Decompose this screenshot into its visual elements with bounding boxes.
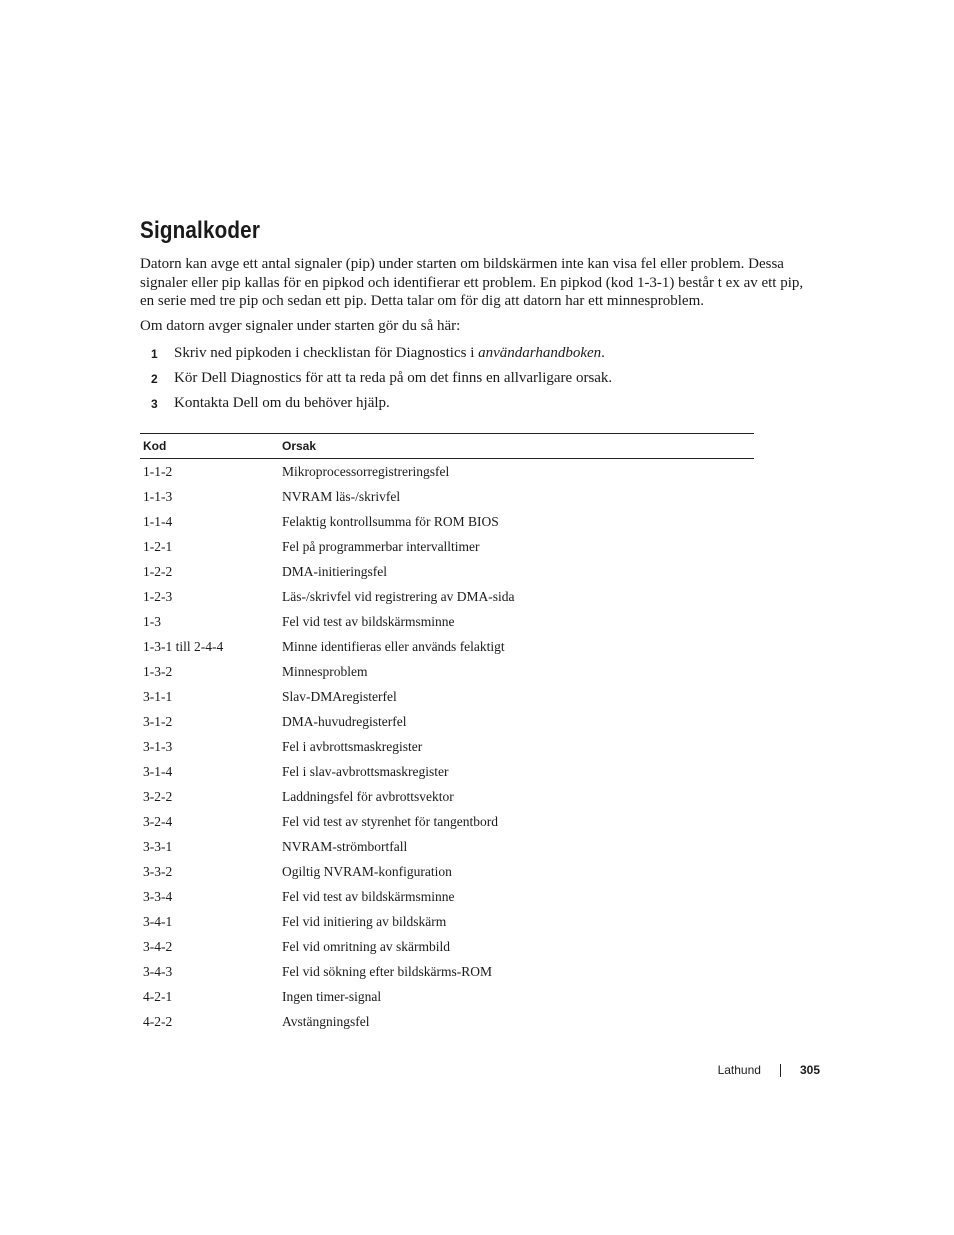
table-row bbox=[140, 609, 754, 634]
page-footer bbox=[718, 1060, 820, 1080]
cell-cause: Laddningsfel för avbrottsvektor bbox=[282, 788, 454, 804]
table-row bbox=[140, 959, 754, 984]
cell-cause: Mikroprocessorregistreringsfel bbox=[282, 463, 450, 479]
step-item bbox=[140, 391, 612, 416]
step-item bbox=[140, 341, 612, 366]
cell-code: 3-1-4 bbox=[143, 763, 173, 779]
steps-lead: Om datorn avger signaler under starten gör du så här: bbox=[140, 318, 461, 334]
step-text: Kontakta Dell om du behöver hjälp. bbox=[174, 395, 390, 411]
cell-cause: Felaktig kontrollsumma för ROM BIOS bbox=[282, 513, 499, 529]
table-row bbox=[140, 784, 754, 809]
cell-code: 3-3-4 bbox=[143, 888, 173, 904]
cell-cause: Fel vid test av bildskärmsminne bbox=[282, 613, 455, 629]
table-row bbox=[140, 684, 754, 709]
cell-cause: NVRAM-strömbortfall bbox=[282, 838, 408, 854]
cell-cause: Minne identifieras eller används felaktigt bbox=[282, 638, 505, 654]
cell-code: 1-3-2 bbox=[143, 663, 173, 679]
table-row bbox=[140, 984, 754, 1009]
step-number: 1 bbox=[151, 346, 158, 361]
cell-code: 4-2-2 bbox=[143, 1013, 173, 1029]
cell-code: 1-3-1 till 2-4-4 bbox=[143, 638, 224, 654]
cell-code: 3-1-2 bbox=[143, 713, 173, 729]
cell-cause: Fel vid test av bildskärmsminne bbox=[282, 888, 455, 904]
cell-cause: Ingen timer-signal bbox=[282, 988, 382, 1004]
footer-section: Lathund bbox=[717, 1063, 761, 1077]
step-number: 3 bbox=[151, 396, 158, 411]
cell-cause: Avstängningsfel bbox=[282, 1013, 370, 1029]
table-row bbox=[140, 1009, 754, 1034]
cell-code: 1-2-1 bbox=[143, 538, 173, 554]
cell-cause: Fel vid omritning av skärmbild bbox=[282, 938, 450, 954]
intro-paragraph: Datorn kan avge ett antal signaler (pip) under starten om bildskärmen inte kan visa fel eller problem. Dessa signaler eller pip kallas för en pipkod och identifierar ett problem. En pipkod (kod 1-3-1) består t ex av ett pip, en serie med tre pip och sedan ett pip. Detta talar om för dig att datorn har ett minnesproblem. bbox=[140, 256, 804, 309]
cell-cause: Läs-/skrivfel vid registrering av DMA-sida bbox=[282, 588, 515, 604]
steps-list bbox=[140, 341, 612, 416]
cell-code: 1-3 bbox=[143, 613, 161, 629]
cell-code: 3-4-1 bbox=[143, 913, 173, 929]
cell-cause: Slav-DMAregisterfel bbox=[282, 688, 397, 704]
table-row bbox=[140, 709, 754, 734]
table-row bbox=[140, 459, 754, 484]
cell-cause: Minnesproblem bbox=[282, 663, 368, 679]
cell-code: 3-4-3 bbox=[143, 963, 173, 979]
header-code: Kod bbox=[143, 439, 167, 453]
cell-code: 3-4-2 bbox=[143, 938, 173, 954]
table-row bbox=[140, 759, 754, 784]
cell-code: 3-2-2 bbox=[143, 788, 173, 804]
beep-code-table bbox=[140, 433, 754, 1034]
cell-cause: Fel vid initiering av bildskärm bbox=[282, 913, 447, 929]
table-row bbox=[140, 534, 754, 559]
cell-code: 3-3-2 bbox=[143, 863, 173, 879]
cell-code: 3-1-1 bbox=[143, 688, 173, 704]
cell-cause: Fel vid test av styrenhet för tangentbord bbox=[282, 813, 498, 829]
table-row bbox=[140, 934, 754, 959]
cell-code: 1-2-3 bbox=[143, 588, 173, 604]
step-item bbox=[140, 366, 612, 391]
table-row bbox=[140, 634, 754, 659]
footer-divider bbox=[780, 1064, 781, 1077]
cell-cause: Fel i slav-avbrottsmaskregister bbox=[282, 763, 449, 779]
cell-cause: NVRAM läs-/skrivfel bbox=[282, 488, 401, 504]
table-row bbox=[140, 834, 754, 859]
table-row bbox=[140, 484, 754, 509]
cell-code: 3-1-3 bbox=[143, 738, 173, 754]
cell-code: 3-3-1 bbox=[143, 838, 173, 854]
table-row bbox=[140, 809, 754, 834]
page-number: 305 bbox=[799, 1063, 820, 1077]
table-row bbox=[140, 909, 754, 934]
cell-code: 4-2-1 bbox=[143, 988, 173, 1004]
cell-code: 1-1-3 bbox=[143, 488, 173, 504]
cell-code: 1-1-2 bbox=[143, 463, 173, 479]
cell-cause: Fel på programmerbar intervalltimer bbox=[282, 538, 480, 554]
cell-cause: DMA-initieringsfel bbox=[282, 563, 387, 579]
cell-code: 1-2-2 bbox=[143, 563, 173, 579]
table-row bbox=[140, 884, 754, 909]
cell-cause: Ogiltig NVRAM-konfiguration bbox=[282, 863, 452, 879]
cell-cause: Fel vid sökning efter bildskärms-ROM bbox=[282, 963, 492, 979]
cell-code: 1-1-4 bbox=[143, 513, 173, 529]
table-row bbox=[140, 734, 754, 759]
table-row bbox=[140, 559, 754, 584]
table-row bbox=[140, 659, 754, 684]
cell-cause: Fel i avbrottsmaskregister bbox=[282, 738, 423, 754]
cell-code: 3-2-4 bbox=[143, 813, 173, 829]
table-body bbox=[140, 459, 754, 1034]
cell-cause: DMA-huvudregisterfel bbox=[282, 713, 407, 729]
step-number: 2 bbox=[151, 371, 158, 386]
table-row bbox=[140, 509, 754, 534]
step-emphasis: användarhandboken bbox=[478, 345, 602, 361]
step-text: Kör Dell Diagnostics för att ta reda på om det finns en allvarligare orsak. bbox=[174, 370, 613, 386]
table-row bbox=[140, 584, 754, 609]
step-text: Skriv ned pipkoden i checklistan för Diagnostics i användarhandboken. bbox=[174, 345, 605, 361]
table-header bbox=[140, 434, 754, 459]
table-row bbox=[140, 859, 754, 884]
header-cause: Orsak bbox=[282, 439, 317, 453]
page-title: Signalkoder bbox=[140, 217, 261, 244]
